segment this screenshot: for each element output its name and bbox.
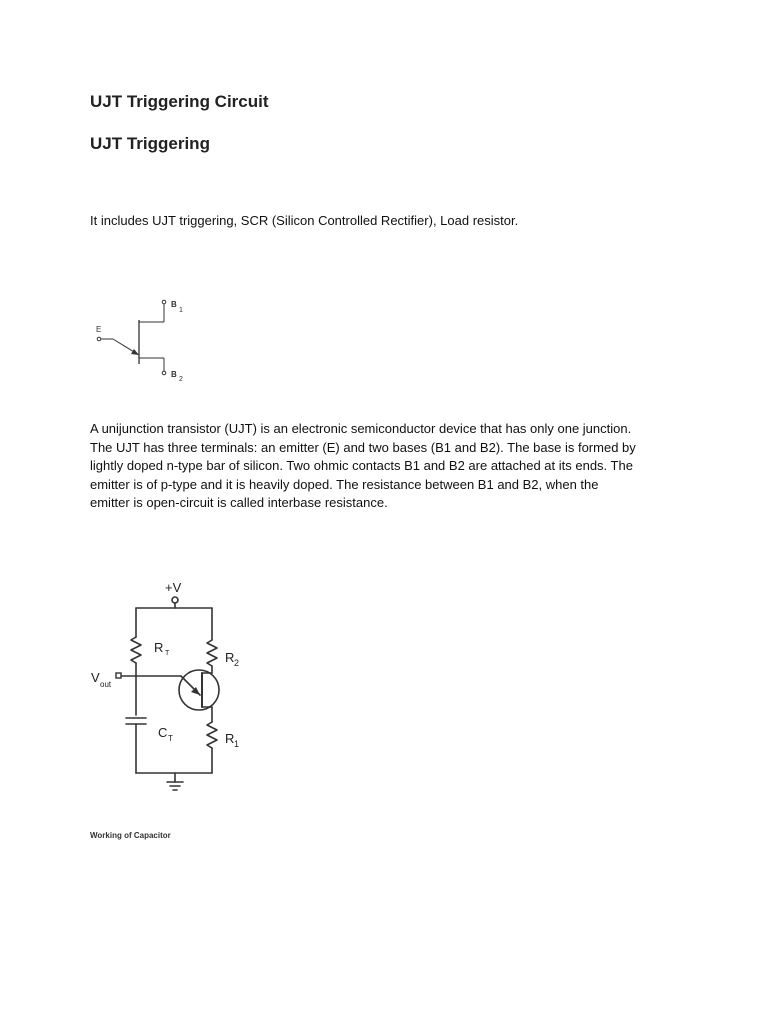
figure-caption: Working of Capacitor <box>90 831 171 840</box>
r2-resistor <box>207 640 217 666</box>
ujt-symbol-diagram <box>88 292 208 392</box>
rt-label: R <box>154 640 164 655</box>
description-line: The UJT has three terminals: an emitter (E) and two bases (B1 and B2). The base is formed by <box>90 439 636 455</box>
b1-label: B <box>171 300 177 309</box>
ct-subscript: T <box>168 734 173 743</box>
intro-text: It includes UJT triggering, SCR (Silicon Controlled Rectifier), Load resistor. <box>90 213 519 228</box>
emitter-terminal <box>97 337 101 341</box>
rt-subscript: T <box>165 650 170 657</box>
b2-subscript: 2 <box>179 376 183 383</box>
description-line: emitter is of p-type and it is heavily doped. The resistance between B1 and B2, when the <box>90 476 599 492</box>
description-line: A unijunction transistor (UJT) is an electronic semiconductor device that has only one junction. <box>90 421 632 436</box>
r2-subscript: 2 <box>234 658 240 668</box>
description-line: lightly doped n-type bar of silicon. Two ohmic contacts B1 and B2 are attached at its ends. The <box>90 458 633 473</box>
b1-terminal <box>162 300 166 304</box>
vout-label: V <box>91 670 100 685</box>
ujt-circuit-diagram <box>88 575 258 805</box>
r2-label: R <box>225 650 235 665</box>
b2-label: B <box>171 370 177 379</box>
description-line: emitter is open-circuit is called interbase resistance. <box>90 495 388 510</box>
r1-label: R <box>225 731 235 746</box>
ujt-transistor <box>179 670 219 710</box>
supply-terminal <box>172 597 178 603</box>
emitter-label: E <box>96 325 102 334</box>
b2-terminal <box>162 371 166 375</box>
b1-subscript: 1 <box>179 307 183 314</box>
rt-resistor <box>131 637 141 663</box>
ujt-description <box>90 420 680 513</box>
section-heading: UJT Triggering <box>90 134 210 153</box>
page-title: UJT Triggering Circuit <box>90 92 269 111</box>
vout-subscript: out <box>100 680 112 689</box>
ct-label: C <box>158 725 168 740</box>
vout-terminal <box>116 673 121 678</box>
emitter-arrow <box>131 349 139 355</box>
supply-label: +V <box>165 580 182 595</box>
r1-resistor <box>207 722 217 748</box>
r1-subscript: 1 <box>234 739 240 749</box>
